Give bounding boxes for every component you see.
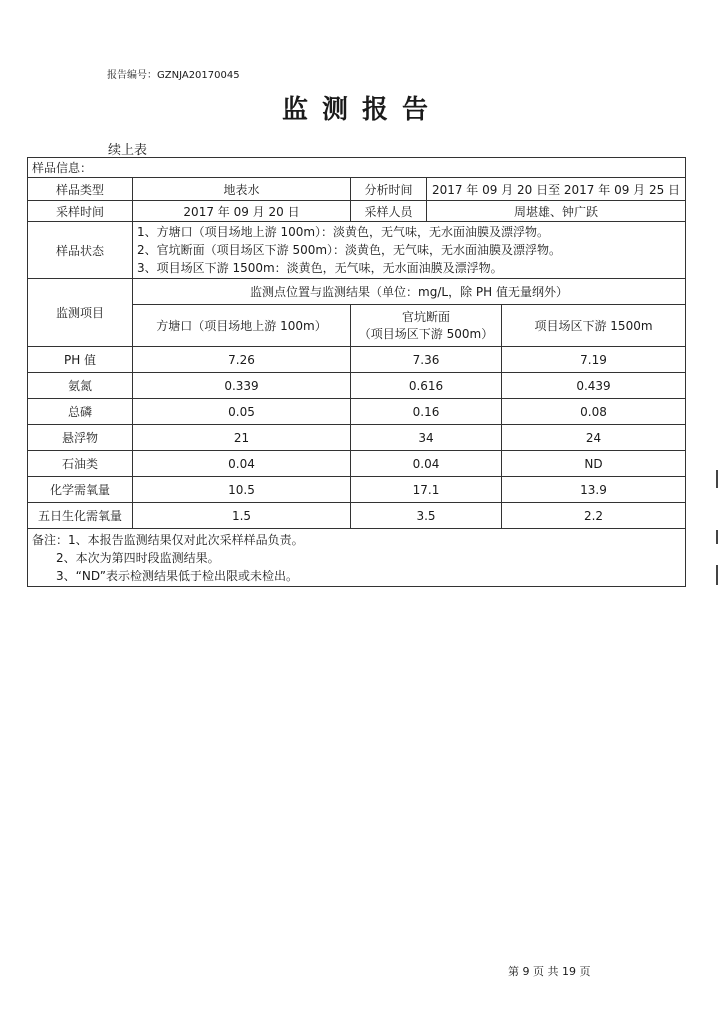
location-2-sub: （项目场区下游 500m） [358, 326, 494, 341]
table-row [28, 373, 686, 399]
item-name: 氨氮 [28, 373, 133, 399]
value-location-2: 7.36 [351, 347, 502, 373]
item-name: 总磷 [28, 399, 133, 425]
value-location-2: 3.5 [351, 503, 502, 529]
table-row [28, 503, 686, 529]
sampler-label: 采样人员 [351, 201, 427, 222]
location-header-3: 项目场区下游 1500m [502, 305, 686, 347]
location-header-1: 方塘口（项目场地上游 100m） [133, 305, 351, 347]
note-line: 3、“ND”表示检测结果低于检出限或未检出。 [56, 568, 298, 583]
value-location-1: 21 [133, 425, 351, 451]
location-header-2 [351, 305, 502, 347]
value-location-1: 0.04 [133, 451, 351, 477]
page-number: 第 9 页 共 19 页 [508, 965, 591, 978]
item-name: 石油类 [28, 451, 133, 477]
report-number: 报告编号：GZNJA20170045 [107, 70, 240, 81]
value-location-1: 0.339 [133, 373, 351, 399]
note-line: 2、本次为第四时段监测结果。 [56, 550, 220, 565]
monitoring-report-table [27, 157, 686, 587]
scan-edge-mark [716, 565, 718, 585]
value-location-3: 7.19 [502, 347, 686, 373]
location-2-name: 官坑断面 [401, 309, 450, 324]
value-location-2: 0.616 [351, 373, 502, 399]
notes-row [28, 529, 686, 587]
sampling-time-row [28, 201, 686, 222]
sampling-time-value: 2017 年 09 月 20 日 [133, 201, 351, 222]
sampler-value: 周堪雄、钟广跃 [427, 201, 686, 222]
value-location-3: ND [502, 451, 686, 477]
sample-type-label: 样品类型 [28, 178, 133, 201]
value-location-2: 34 [351, 425, 502, 451]
result-header-row [28, 279, 686, 305]
value-location-2: 0.04 [351, 451, 502, 477]
monitoring-item-label: 监测项目 [28, 279, 133, 347]
analysis-time-value: 2017 年 09 月 20 日至 2017 年 09 月 25 日 [427, 178, 686, 201]
sample-state-description [133, 222, 686, 279]
value-location-1: 1.5 [133, 503, 351, 529]
sample-state-row [28, 222, 686, 279]
value-location-1: 10.5 [133, 477, 351, 503]
notes [28, 529, 686, 587]
table-row [28, 425, 686, 451]
value-location-3: 0.08 [502, 399, 686, 425]
value-location-3: 0.439 [502, 373, 686, 399]
value-location-3: 2.2 [502, 503, 686, 529]
sample-type-value: 地表水 [133, 178, 351, 201]
scan-edge-mark [716, 470, 718, 488]
value-location-3: 24 [502, 425, 686, 451]
value-location-1: 0.05 [133, 399, 351, 425]
sampling-time-label: 采样时间 [28, 201, 133, 222]
value-location-2: 17.1 [351, 477, 502, 503]
analysis-time-label: 分析时间 [351, 178, 427, 201]
page-title: 监测报告 [281, 95, 442, 125]
item-name: 化学需氧量 [28, 477, 133, 503]
sample-type-row [28, 178, 686, 201]
value-location-3: 13.9 [502, 477, 686, 503]
table-row [28, 477, 686, 503]
value-location-1: 7.26 [133, 347, 351, 373]
item-name: 悬浮物 [28, 425, 133, 451]
result-header: 监测点位置与监测结果（单位：mg/L，除 PH 值无量纲外） [133, 279, 686, 305]
sample-state-label: 样品状态 [28, 222, 133, 279]
item-name: PH 值 [28, 347, 133, 373]
continued-label: 续上表 [108, 143, 148, 158]
note-line: 备注：1、本报告监测结果仅对此次采样样品负责。 [32, 532, 304, 547]
sample-state-line: 3、项目场区下游 1500m：淡黄色，无气味，无水面油膜及漂浮物。 [137, 261, 503, 275]
table-row [28, 347, 686, 373]
scan-edge-mark [716, 530, 718, 544]
item-name: 五日生化需氧量 [28, 503, 133, 529]
sample-info-label: 样品信息： [28, 158, 686, 178]
table-row [28, 451, 686, 477]
sample-info-row [28, 158, 686, 178]
sample-state-line: 1、方塘口（项目场地上游 100m）：淡黄色，无气味，无水面油膜及漂浮物。 [137, 225, 550, 239]
table-row [28, 399, 686, 425]
sample-state-line: 2、官坑断面（项目场区下游 500m）：淡黄色，无气味，无水面油膜及漂浮物。 [137, 243, 562, 257]
value-location-2: 0.16 [351, 399, 502, 425]
